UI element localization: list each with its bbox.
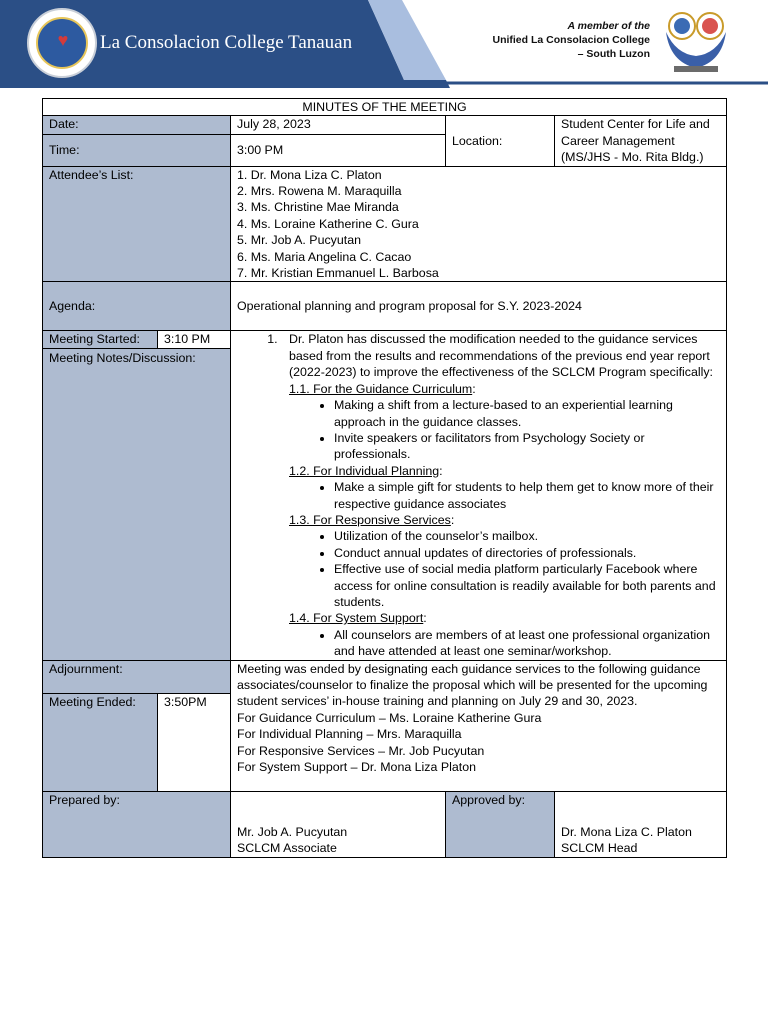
section-responsive-services: 1.3. For Responsive Services: • Utilization of the counselor’s mailbox. • Conduct annual updates of directories of professionals. • Effective use of social media platform particularly Facebook where access for online consultation is readily available for both parents and students. bbox=[289, 512, 718, 610]
approved-by bbox=[555, 791, 727, 857]
attendee-item: 2. Mrs. Rowena M. Maraquilla bbox=[237, 184, 402, 199]
member-statement bbox=[492, 19, 650, 61]
heart-icon: ♥ bbox=[57, 30, 69, 50]
note-item bbox=[281, 331, 718, 659]
minutes-table bbox=[42, 98, 727, 858]
meeting-notes bbox=[231, 331, 727, 660]
adjournment-text: Meeting was ended by designating each guidance services to the following guidance associates/counselor to finalize the proposal which will be presented for the upcoming student services’ in-house training and planning on July 29 and 30, 2023. bbox=[237, 661, 708, 709]
bullet-item: • Conduct annual updates of directories of professionals. bbox=[334, 545, 718, 561]
attendees-label: Attendee’s List: bbox=[43, 166, 231, 282]
approved-role: SCLCM Head bbox=[561, 841, 638, 856]
college-name: La Consolacion College Tanauan bbox=[100, 32, 353, 53]
attendee-item: 4. Ms. Loraine Katherine C. Gura bbox=[237, 216, 419, 231]
date-row bbox=[43, 116, 727, 134]
section-guidance-curriculum: 1.1. For the Guidance Curriculum: • Making a shift from a lecture-based to an experiential learning approach in the guidance classes. • Invite speakers or facilitators from Psychology Society or professionals. bbox=[289, 381, 718, 463]
bullet-item: • Make a simple gift for students to help them get to know more of their respective guidance associates bbox=[334, 479, 718, 512]
unified-college-logo bbox=[660, 6, 732, 76]
attendee-list bbox=[231, 166, 727, 282]
section-system-support: 1.4. For System Support: • All counselors are members of at least one professional organization and have attended at least one seminar/workshop. bbox=[289, 610, 718, 659]
time-value: 3:00 PM bbox=[231, 134, 446, 166]
date-value: July 28, 2023 bbox=[231, 116, 446, 134]
member-line-2: Unified La Consolacion College bbox=[492, 34, 650, 46]
started-value: 3:10 PM bbox=[158, 331, 230, 348]
section-individual-planning: 1.2. For Individual Planning: • Make a simple gift for students to help them get to know more of their respective guidance associates bbox=[289, 463, 718, 512]
bullet-item: • Effective use of social media platform particularly Facebook where access for online consultation is readily available for both parents and students. bbox=[334, 561, 718, 610]
adjournment-label: Adjournment: bbox=[43, 661, 230, 694]
title-row bbox=[43, 99, 727, 116]
notes-intro: Dr. Platon has discussed the modification needed to the guidance services based from the results and recommendations of the previous end year report (2022-2023) to improve the effectiveness of the SCLCM Program specifically: bbox=[289, 332, 714, 380]
ended-label: Meeting Ended: bbox=[43, 694, 158, 791]
prepared-role: SCLCM Associate bbox=[237, 841, 337, 856]
agenda-label: Agenda: bbox=[43, 282, 231, 331]
notes-label: Meeting Notes/Discussion: bbox=[49, 351, 196, 366]
notes-list bbox=[237, 331, 718, 659]
date-label: Date: bbox=[43, 116, 231, 134]
prepared-by bbox=[231, 791, 446, 857]
adjournment-row bbox=[43, 660, 727, 791]
attendee-item: 3. Ms. Christine Mae Miranda bbox=[237, 200, 399, 215]
bullet-item: • All counselors are members of at least one professional organization and have attended at least one seminar/workshop. bbox=[334, 627, 718, 660]
agenda-row bbox=[43, 282, 727, 331]
approved-label: Approved by: bbox=[446, 791, 555, 857]
prepared-name: Mr. Job A. Pucyutan bbox=[237, 824, 348, 839]
college-seal-logo bbox=[27, 8, 97, 78]
bullet-item: • Invite speakers or facilitators from Psychology Society or professionals. bbox=[334, 430, 718, 463]
notes-row bbox=[43, 331, 727, 660]
section-heading: 1.1. For the Guidance Curriculum bbox=[289, 381, 473, 396]
prepared-label: Prepared by: bbox=[43, 791, 231, 857]
assignment-item: For Individual Planning – Mrs. Maraquilla bbox=[237, 727, 462, 742]
attendee-item: 1. Dr. Mona Liza C. Platon bbox=[237, 167, 382, 182]
section-heading: 1.3. For Responsive Services bbox=[289, 512, 451, 527]
signature-row bbox=[43, 791, 727, 857]
adjournment-label-cell bbox=[43, 660, 231, 791]
section-heading: 1.4. For System Support bbox=[289, 611, 424, 626]
approved-name: Dr. Mona Liza C. Platon bbox=[561, 824, 692, 839]
notes-label-cell bbox=[43, 331, 231, 660]
assignment-item: For Responsive Services – Mr. Job Pucyutan bbox=[237, 743, 485, 758]
attendee-item: 5. Mr. Job A. Pucyutan bbox=[237, 233, 361, 248]
time-label: Time: bbox=[43, 134, 231, 166]
adjournment-content bbox=[231, 660, 727, 791]
header-banner bbox=[0, 0, 768, 88]
location-value: Student Center for Life and Career Management (MS/JHS - Mo. Rita Bldg.) bbox=[555, 116, 727, 166]
member-line-3: – South Luzon bbox=[577, 48, 650, 60]
bullet-item: • Utilization of the counselor’s mailbox. bbox=[334, 528, 718, 544]
agenda-value: Operational planning and program proposal for S.Y. 2023-2024 bbox=[231, 282, 727, 331]
ended-value: 3:50PM bbox=[158, 694, 230, 791]
started-label: Meeting Started: bbox=[43, 331, 158, 348]
assignment-item: For System Support – Dr. Mona Liza Platon bbox=[237, 760, 476, 775]
section-heading: 1.2. For Individual Planning bbox=[289, 463, 440, 478]
bullet-item: • Making a shift from a lecture-based to an experiential learning approach in the guidance classes. bbox=[334, 397, 718, 430]
member-line-1: A member of the bbox=[567, 20, 650, 32]
attendee-item: 7. Mr. Kristian Emmanuel L. Barbosa bbox=[237, 266, 439, 281]
attendees-row bbox=[43, 166, 727, 282]
minutes-title: MINUTES OF THE MEETING bbox=[43, 99, 727, 116]
assignment-item: For Guidance Curriculum – Ms. Loraine Katherine Gura bbox=[237, 710, 542, 725]
attendee-item: 6. Ms. Maria Angelina C. Cacao bbox=[237, 249, 412, 264]
location-label: Location: bbox=[446, 116, 555, 166]
